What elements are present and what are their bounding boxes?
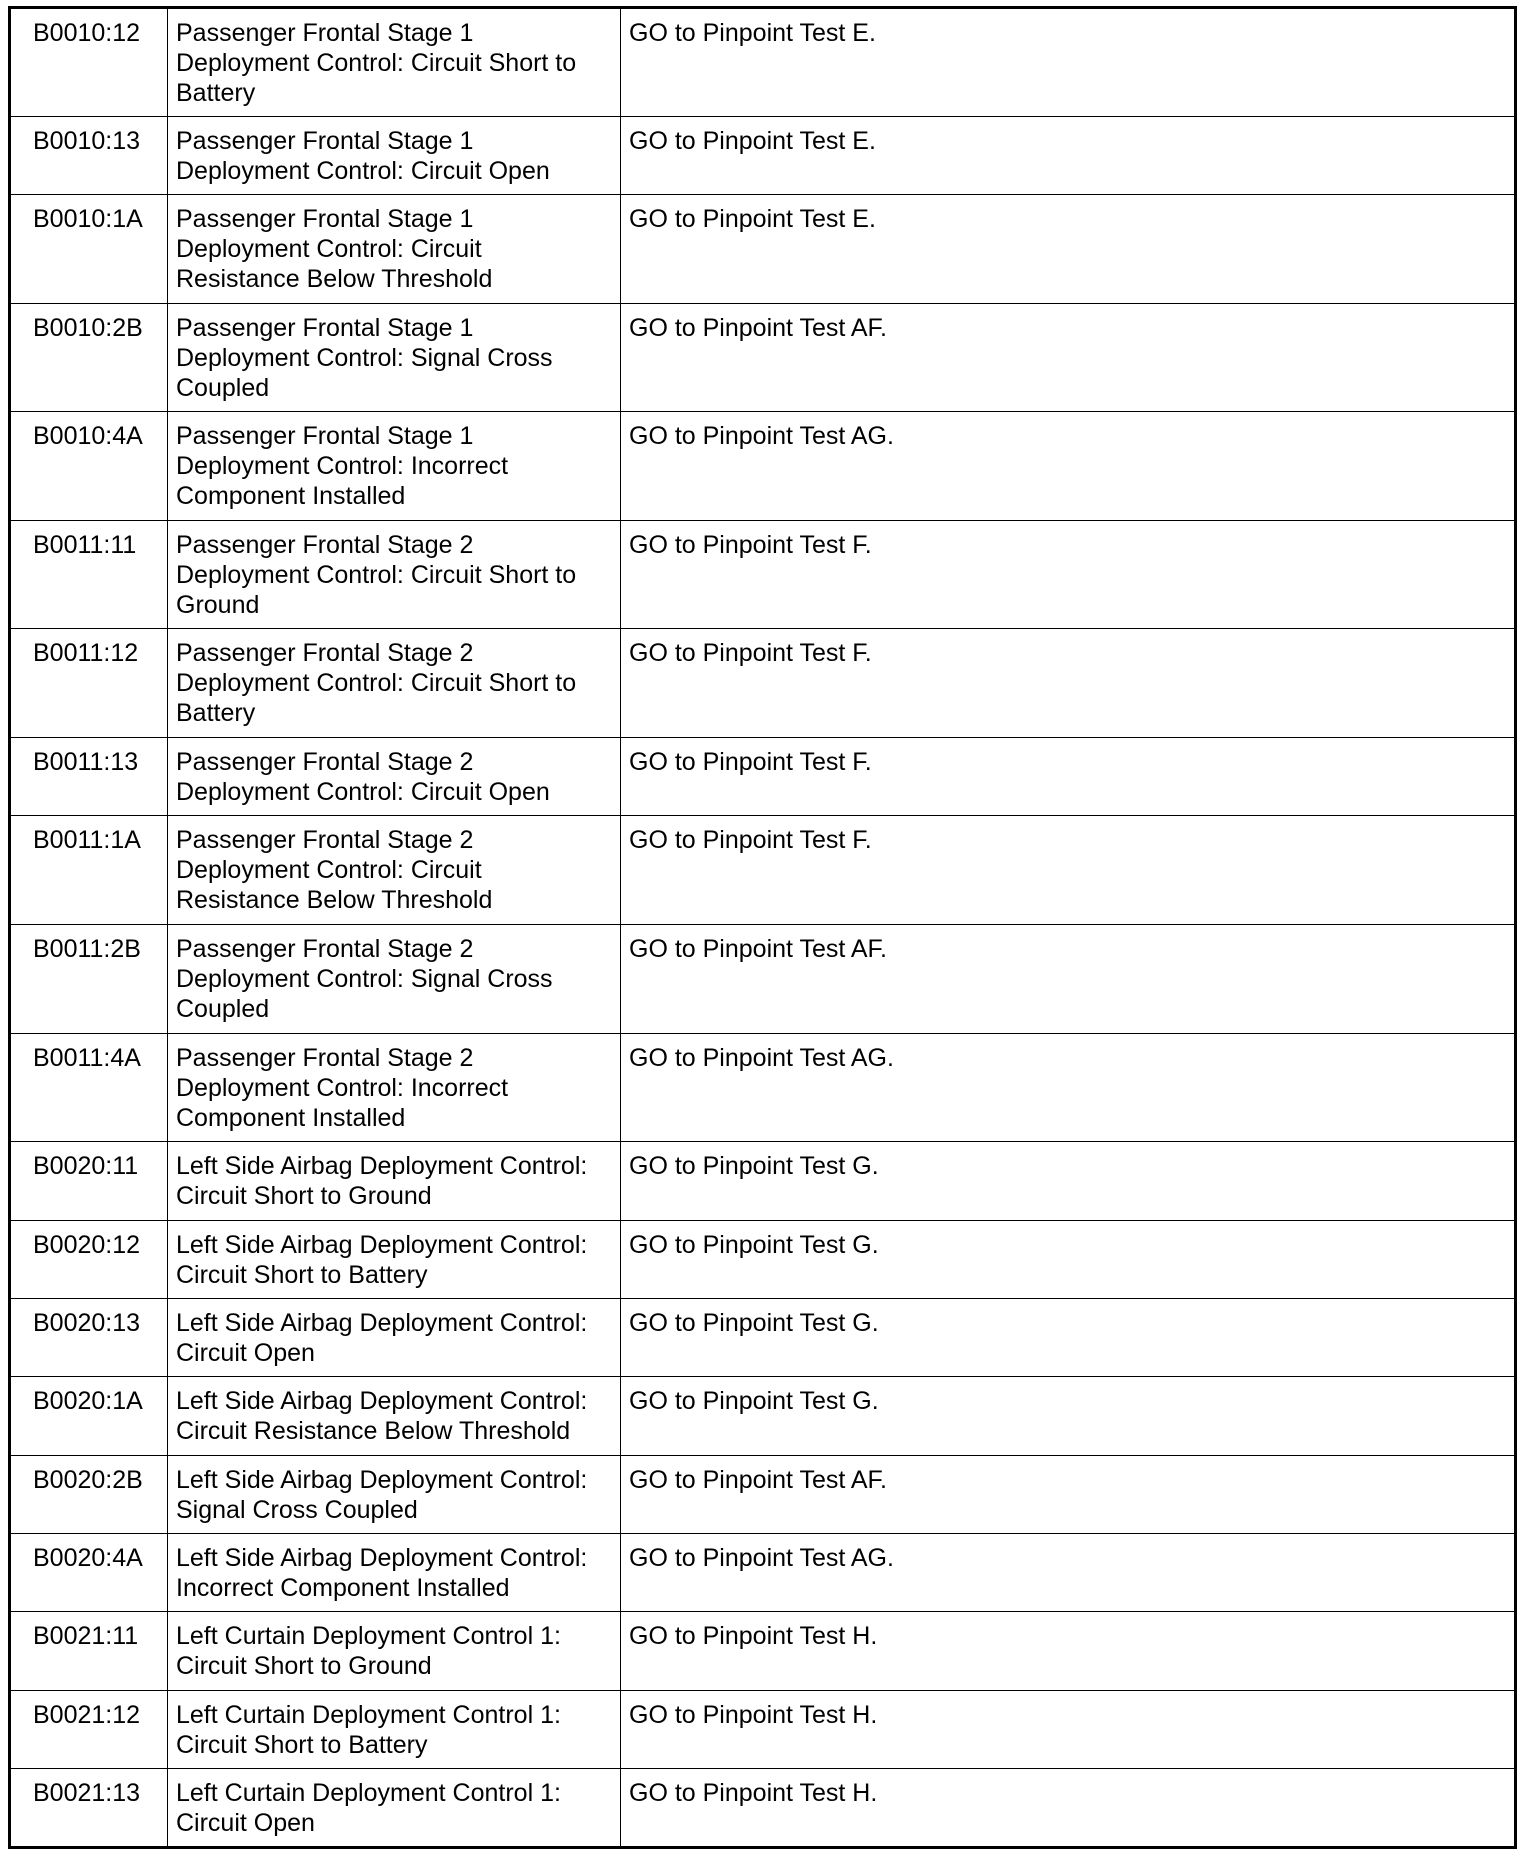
dtc-description-cell: Left Side Airbag Deployment Control: Circuit Resistance Below Threshold <box>168 1377 621 1455</box>
table-row <box>10 1377 1516 1455</box>
dtc-code-cell: B0020:11 <box>10 1142 168 1220</box>
dtc-action-cell: GO to Pinpoint Test G. <box>621 1142 1516 1220</box>
table-row <box>10 1033 1516 1142</box>
dtc-action-cell: GO to Pinpoint Test F. <box>621 816 1516 925</box>
table-row <box>10 116 1516 194</box>
dtc-description-cell: Left Curtain Deployment Control 1: Circuit Short to Ground <box>168 1612 621 1690</box>
dtc-code-cell: B0010:2B <box>10 303 168 412</box>
table-row <box>10 8 1516 117</box>
dtc-action-cell: GO to Pinpoint Test AG. <box>621 412 1516 521</box>
dtc-action-cell: GO to Pinpoint Test AF. <box>621 924 1516 1033</box>
dtc-description-cell: Left Curtain Deployment Control 1: Circuit Open <box>168 1769 621 1847</box>
dtc-code-cell: B0011:4A <box>10 1033 168 1142</box>
dtc-code-cell: B0011:12 <box>10 629 168 738</box>
table-row <box>10 1142 1516 1220</box>
table-row <box>10 1690 1516 1768</box>
dtc-description-cell: Left Side Airbag Deployment Control: Signal Cross Coupled <box>168 1455 621 1533</box>
dtc-code-cell: B0020:12 <box>10 1220 168 1298</box>
dtc-description-cell: Left Curtain Deployment Control 1: Circuit Short to Battery <box>168 1690 621 1768</box>
dtc-action-cell: GO to Pinpoint Test G. <box>621 1377 1516 1455</box>
table-row <box>10 1455 1516 1533</box>
table-row <box>10 1220 1516 1298</box>
dtc-action-cell: GO to Pinpoint Test AG. <box>621 1033 1516 1142</box>
dtc-code-cell: B0010:12 <box>10 8 168 117</box>
dtc-code-cell: B0020:2B <box>10 1455 168 1533</box>
dtc-code-cell: B0020:4A <box>10 1534 168 1612</box>
dtc-action-cell: GO to Pinpoint Test F. <box>621 737 1516 815</box>
table-row <box>10 1769 1516 1847</box>
dtc-action-cell: GO to Pinpoint Test E. <box>621 116 1516 194</box>
table-row <box>10 1298 1516 1376</box>
dtc-description-cell: Passenger Frontal Stage 2 Deployment Control: Circuit Open <box>168 737 621 815</box>
dtc-code-cell: B0021:12 <box>10 1690 168 1768</box>
dtc-code-cell: B0010:13 <box>10 116 168 194</box>
dtc-action-cell: GO to Pinpoint Test AF. <box>621 1455 1516 1533</box>
dtc-code-cell: B0020:13 <box>10 1298 168 1376</box>
dtc-description-cell: Passenger Frontal Stage 1 Deployment Control: Circuit Resistance Below Threshold <box>168 194 621 303</box>
table-row <box>10 737 1516 815</box>
dtc-code-cell: B0011:2B <box>10 924 168 1033</box>
dtc-action-cell: GO to Pinpoint Test G. <box>621 1298 1516 1376</box>
dtc-description-cell: Left Side Airbag Deployment Control: Circuit Short to Ground <box>168 1142 621 1220</box>
dtc-code-cell: B0011:11 <box>10 520 168 629</box>
dtc-action-cell: GO to Pinpoint Test AF. <box>621 303 1516 412</box>
dtc-action-cell: GO to Pinpoint Test H. <box>621 1769 1516 1847</box>
dtc-action-cell: GO to Pinpoint Test F. <box>621 520 1516 629</box>
dtc-description-cell: Passenger Frontal Stage 2 Deployment Control: Circuit Short to Battery <box>168 629 621 738</box>
dtc-action-cell: GO to Pinpoint Test H. <box>621 1612 1516 1690</box>
table-row <box>10 412 1516 521</box>
dtc-description-cell: Left Side Airbag Deployment Control: Incorrect Component Installed <box>168 1534 621 1612</box>
dtc-code-cell: B0021:11 <box>10 1612 168 1690</box>
table-row <box>10 1612 1516 1690</box>
dtc-action-cell: GO to Pinpoint Test AG. <box>621 1534 1516 1612</box>
dtc-code-cell: B0011:13 <box>10 737 168 815</box>
table-row <box>10 629 1516 738</box>
dtc-description-cell: Left Side Airbag Deployment Control: Circuit Short to Battery <box>168 1220 621 1298</box>
dtc-action-cell: GO to Pinpoint Test F. <box>621 629 1516 738</box>
table-row <box>10 924 1516 1033</box>
table-row <box>10 194 1516 303</box>
dtc-description-cell: Passenger Frontal Stage 2 Deployment Control: Circuit Short to Ground <box>168 520 621 629</box>
dtc-description-cell: Left Side Airbag Deployment Control: Circuit Open <box>168 1298 621 1376</box>
dtc-description-cell: Passenger Frontal Stage 1 Deployment Control: Incorrect Component Installed <box>168 412 621 521</box>
table-row <box>10 1534 1516 1612</box>
dtc-action-cell: GO to Pinpoint Test H. <box>621 1690 1516 1768</box>
dtc-description-cell: Passenger Frontal Stage 1 Deployment Control: Signal Cross Coupled <box>168 303 621 412</box>
dtc-description-cell: Passenger Frontal Stage 1 Deployment Control: Circuit Open <box>168 116 621 194</box>
table-row <box>10 816 1516 925</box>
table-row <box>10 303 1516 412</box>
dtc-description-cell: Passenger Frontal Stage 1 Deployment Control: Circuit Short to Battery <box>168 8 621 117</box>
table-row <box>10 520 1516 629</box>
dtc-description-cell: Passenger Frontal Stage 2 Deployment Control: Incorrect Component Installed <box>168 1033 621 1142</box>
dtc-code-cell: B0020:1A <box>10 1377 168 1455</box>
dtc-description-cell: Passenger Frontal Stage 2 Deployment Control: Signal Cross Coupled <box>168 924 621 1033</box>
dtc-action-cell: GO to Pinpoint Test E. <box>621 194 1516 303</box>
dtc-table <box>8 6 1517 1849</box>
dtc-code-cell: B0010:1A <box>10 194 168 303</box>
dtc-code-cell: B0011:1A <box>10 816 168 925</box>
dtc-code-cell: B0021:13 <box>10 1769 168 1847</box>
dtc-description-cell: Passenger Frontal Stage 2 Deployment Control: Circuit Resistance Below Threshold <box>168 816 621 925</box>
dtc-code-cell: B0010:4A <box>10 412 168 521</box>
dtc-action-cell: GO to Pinpoint Test E. <box>621 8 1516 117</box>
dtc-action-cell: GO to Pinpoint Test G. <box>621 1220 1516 1298</box>
